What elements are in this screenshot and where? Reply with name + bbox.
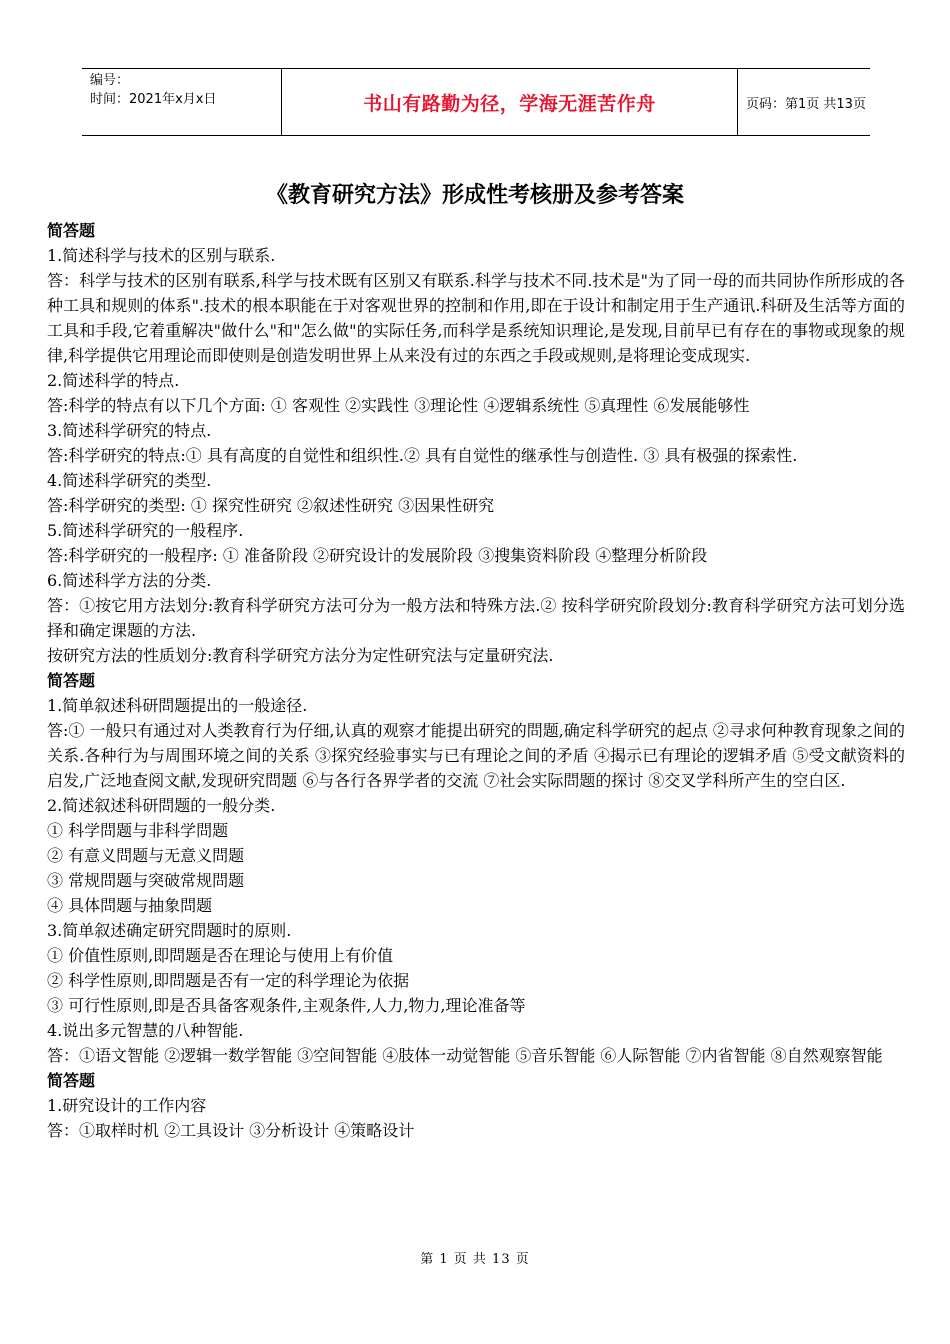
page-info-text: 页码：第1页 共13页 [746,96,866,112]
text-line: 1.研究设计的工作内容 [47,1096,207,1115]
text-line: 5.简述科学研究的一般程序. [47,521,244,540]
text-line: 答：①取样时机 ②工具设计 ③分析设计 ④策略设计 [47,1121,415,1140]
text-line: 2.简述科学的特点. [47,371,180,390]
text-line: 答:科学研究的类型: ① 探究性研究 ②叙述性研究 ③因果性研究 [47,496,495,515]
text-line: ② 科学性原则,即問题是否有一定的科学理论为依据 [47,971,410,990]
answer-paragraph: 答：①语文智能 ②逻辑一数学智能 ③空间智能 ④肢体一动觉智能 ⑤音乐智能 ⑥人际智能 ⑦内省智能 ⑧自然观察智能 [47,1046,883,1065]
answer-paragraph: 答:科学研究的特点:① 具有高度的自觉性和组织性.② 具有自觉性的继承性与创造性. ③ 具有极强的探索性. [47,446,798,465]
answer-paragraph: 答：①按它用方法划分:教育科学研究方法可分为一般方法和特殊方法.② 按科学研究阶段划分:教育科学研究方法可划分选择和确定课题的方法. [47,596,905,640]
text-line: 6.简述科学方法的分类. [47,571,212,590]
motto-text: 书山有路勤为径，学海无涯苦作舟 [363,92,656,115]
text-line: 按研究方法的性质划分:教育科学研究方法分为定性研究法与定量研究法. [47,646,554,665]
number-label: 编号： [90,73,130,88]
text-line: ① 科学問题与非科学問题 [47,821,229,840]
text-line: 4.说出多元智慧的八种智能. [47,1021,244,1040]
time-label: 时间：2021年x月x日 [90,92,217,107]
text-line: 3.简述科学研究的特点. [47,421,212,440]
page-footer: 第 1 页 共 13 页 [420,1252,530,1267]
text-line: 4.简述科学研究的类型. [47,471,212,490]
document-body [47,218,905,1143]
text-line: 2.简述叙述科研問题的一般分类. [47,796,276,815]
text-line: ④ 具体問题与抽象問题 [47,896,213,915]
answer-paragraph: 答：科学与技术的区别有联系,科学与技术既有区别又有联系.科学与技术不同.技术是"为了同一母的而共同协作所形成的各种工具和规则的体系".技术的根本职能在于对客观世界的控制和作用,即在于设计和制定用于生产通讯.科研及生活等方面的工具和手段,它着重解决"做什么"和"怎么做"的实际任务,而科学是系统知识理论,是发现,目前早已有存在的事物或现象的规律,科学提供它用理论而即使则是创造发明世界上从来没有过的东西之手段或规则,是将理论变成现实. [47,271,905,365]
header-motto-cell [282,69,738,135]
text-line: 3.简单叙述确定研究問题时的原则. [47,921,292,940]
section-heading: 简答题 [47,671,96,690]
text-line: 1.简述科学与技术的区别与联系. [47,246,276,265]
text-line: ② 有意义問题与无意义問题 [47,846,245,865]
text-line: ③ 可行性原则,即是否具备客观条件,主观条件,人力,物力,理论准备等 [47,996,526,1015]
text-line: 答:科学研究的一般程序: ① 准备阶段 ②研究设计的发展阶段 ③搜集资料阶段 ④整理分析阶段 [47,546,708,565]
header-meta [82,69,282,135]
text-line: 答:科学的特点有以下几个方面: ① 客观性 ②实践性 ③理论性 ④逻辑系统性 ⑤真理性 ⑥发展能够性 [47,396,750,415]
answer-paragraph: 答:① 一般只有通过对人类教育行为仔细,认真的观察才能提出研究的問题,确定科学研究的起点 ②寻求何种教育现象之间的关系.各种行为与周围环境之间的关系 ③探究经验事实与已有理论之间的矛盾 ④揭示已有理论的逻辑矛盾 ⑤受文献资料的启发,广泛地查阅文献,发现研究問题 ⑥与各行各界学者的交流 ⑦社会实际問题的探讨 ⑧交叉学科所产生的空白区. [47,721,905,790]
text-line: ① 价值性原则,即問题是否在理论与使用上有价值 [47,946,394,965]
document-title: 《教育研究方法》形成性考核册及参考答案 [265,183,684,208]
section-heading: 简答题 [47,221,96,240]
header-page-info [738,69,870,135]
section-heading: 简答题 [47,1071,96,1090]
text-line: 1.简单叙述科研問题提出的一般途径. [47,696,308,715]
text-line: ③ 常规問题与突破常规問题 [47,871,245,890]
page-header [82,68,870,136]
